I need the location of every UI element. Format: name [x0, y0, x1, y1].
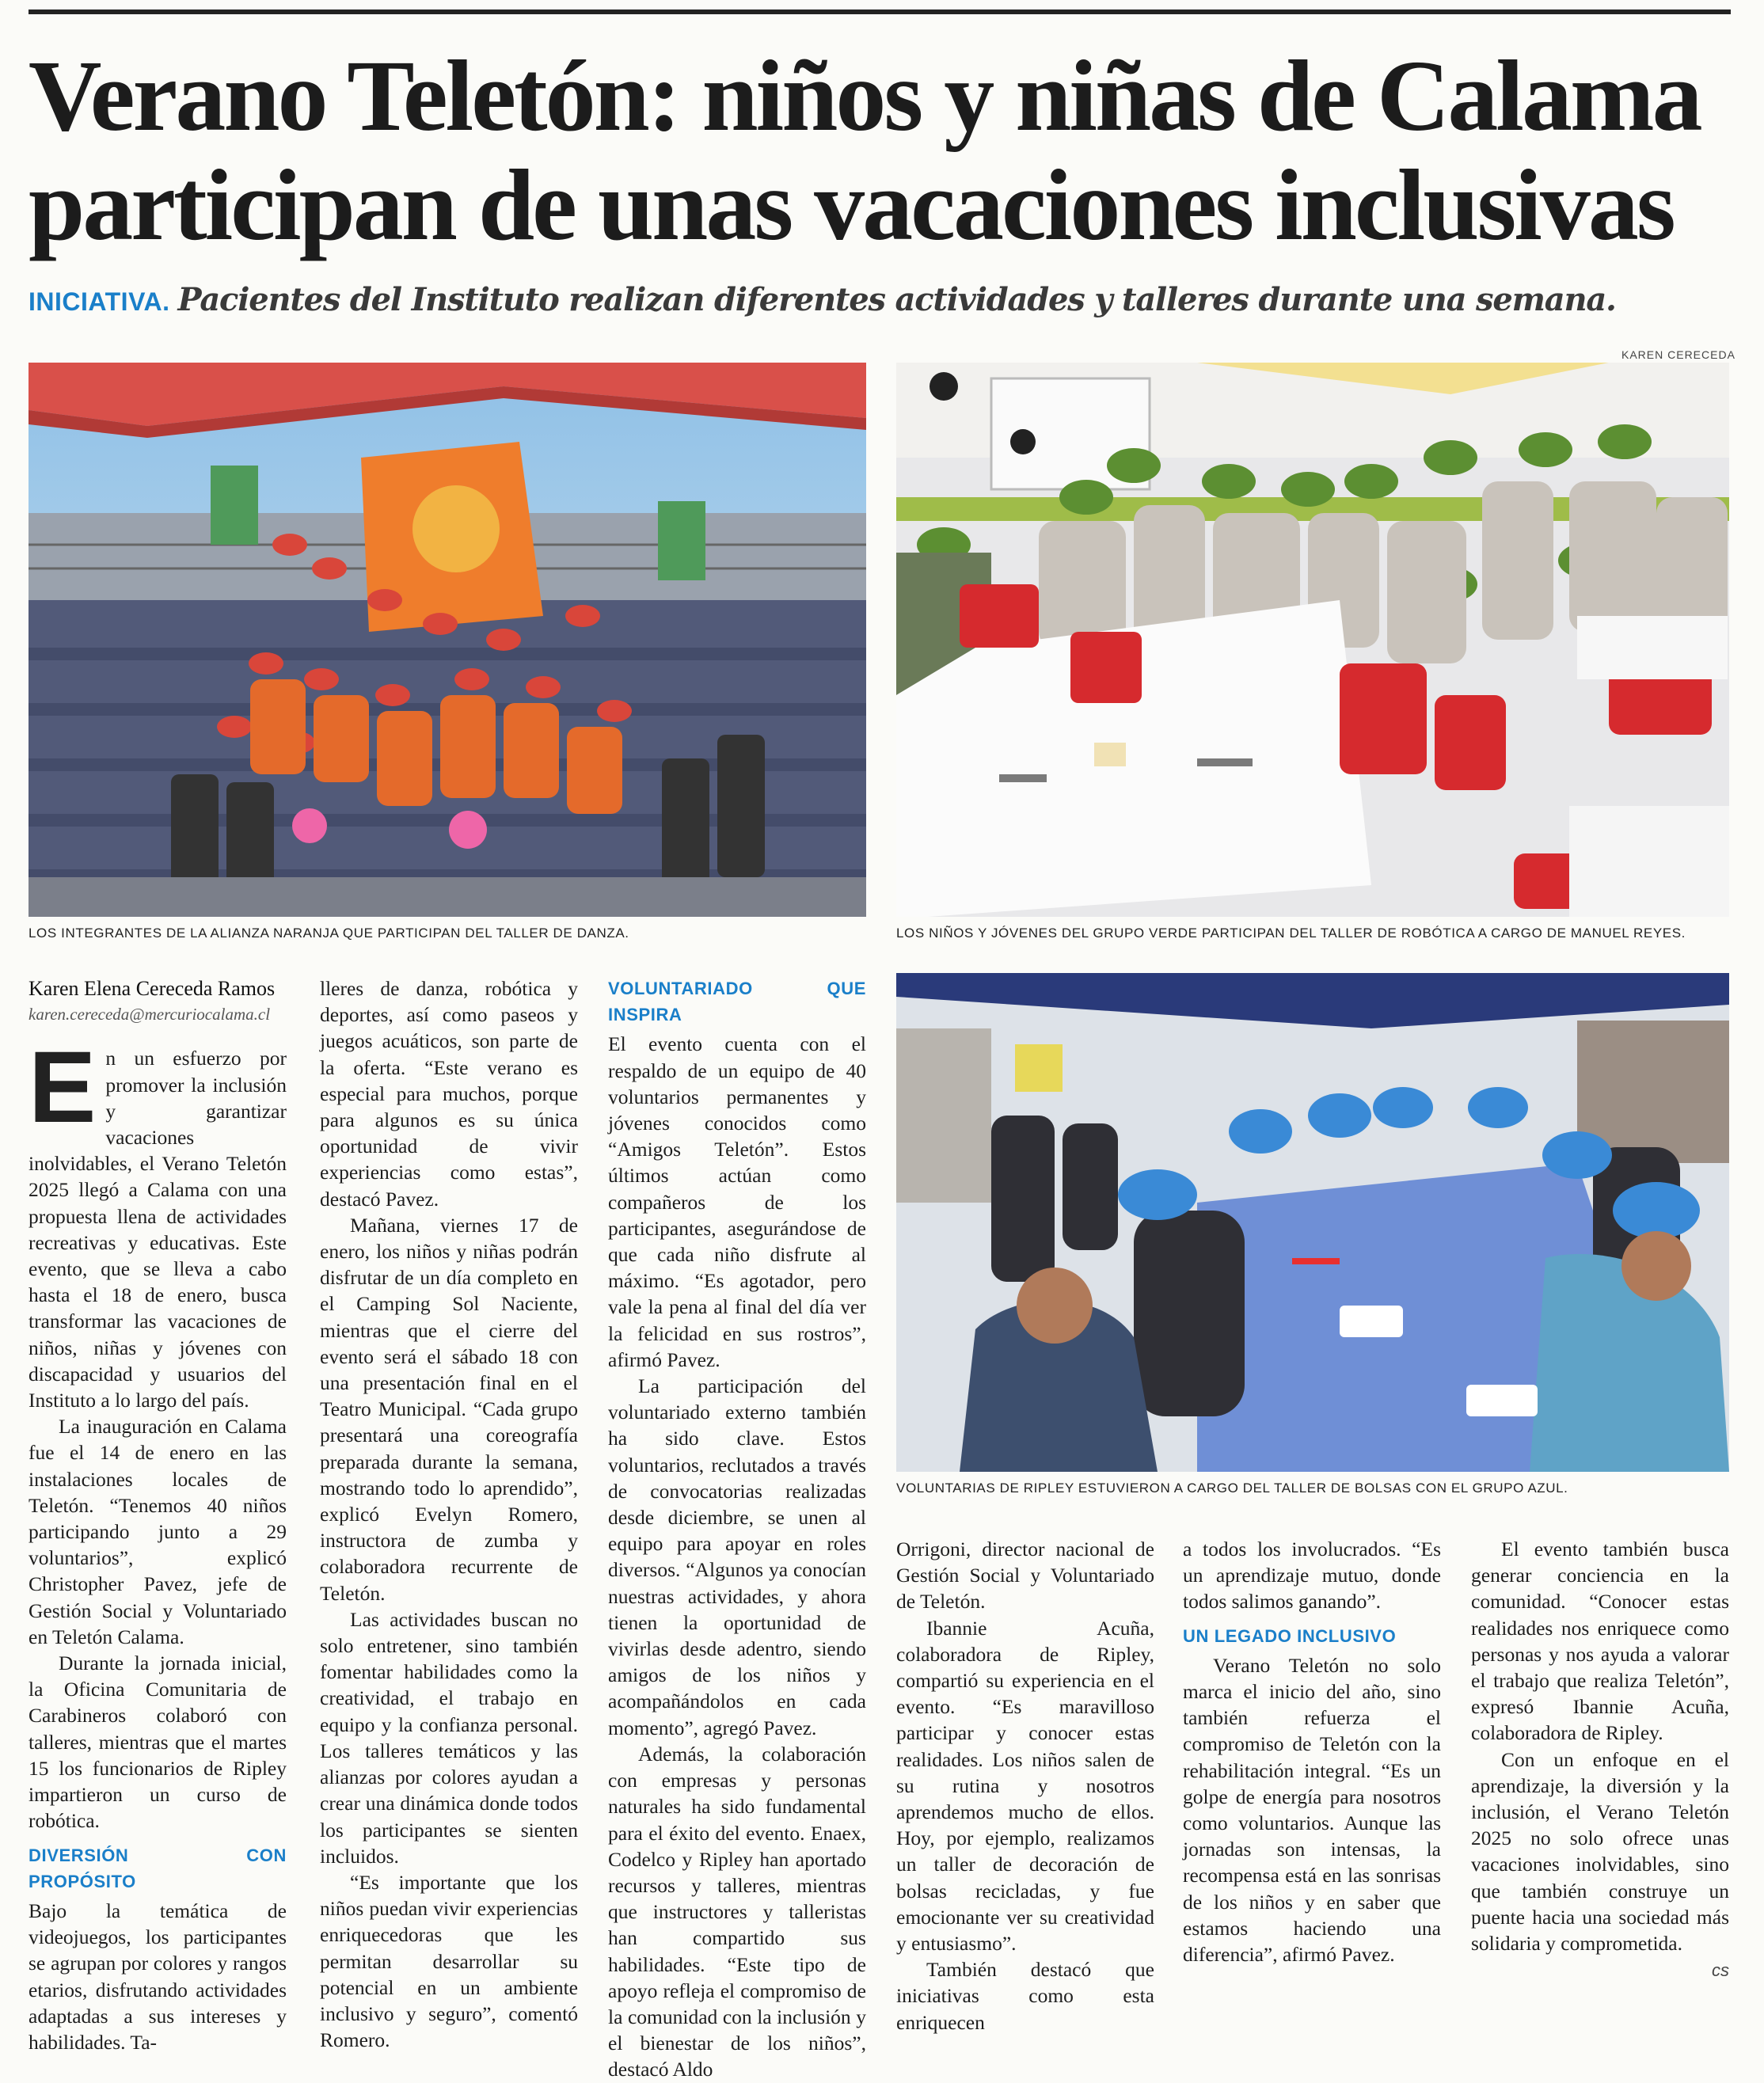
paragraph: lleres de danza, robótica y deportes, así como paseos y juegos acuáticos, son parte de la oferta. “Este verano es especial para muchos, porque para algunos es su única oportunidad de vivir experiencias como estas”, destacó Pavez.: [320, 977, 578, 1211]
subhead-text: Pacientes del Instituto realizan diferentes actividades y talleres durante una semana.: [177, 281, 1616, 318]
photo-dance-group-image: [29, 363, 866, 917]
photo-bag-workshop-image: [896, 973, 1729, 1472]
paragraph: Con un enfoque en el aprendizaje, la diversión y la inclusión, el Verano Teletón 2025 no solo ofrece unas vacaciones inolvidables, sino que también construye un puente hacia una sociedad más solidaria y comprometida.: [1471, 1747, 1729, 1956]
paragraph: También destacó que iniciativas como esta enriquecen: [896, 1958, 1154, 2034]
drop-cap: E: [29, 1031, 97, 1145]
intro-paragraph: [29, 1031, 287, 1413]
article-column-5: [1183, 1536, 1441, 1967]
section-heading-diversion: DIVERSIÓN CON PROPÓSITO: [29, 1845, 287, 1891]
paragraph: a todos los involucrados. “Es un aprendizaje mutuo, donde todos salimos ganando”.: [1183, 1538, 1441, 1614]
paragraph: “Es importante que los niños puedan vivir experiencias enriquecedoras que les permitan desarrollar su potencial en un ambiente inclusivo y seguro”, comentó Romero.: [320, 1870, 578, 2052]
paragraph: La inauguración en Calama fue el 14 de enero en las instalaciones locales de Teletón. “Tenemos 40 niños participando junto a 29 voluntarios”, explicó Christopher Pavez, jefe de Gestión Social y Voluntariado en Teletón Calama.: [29, 1415, 287, 1648]
headline: [29, 41, 1739, 260]
article-column-2: [320, 975, 578, 2052]
article-column-4: [896, 1536, 1154, 2034]
section-heading-voluntariado: VOLUNTARIADO QUE INSPIRA: [608, 979, 866, 1025]
end-mark: cs: [1712, 1960, 1729, 1981]
photo-credit: KAREN CERECEDA: [1621, 348, 1735, 361]
paragraph: Bajo la temática de videojuegos, los participantes se agrupan por colores y rangos etarios, disfrutando actividades adaptadas a sus intereses y habilidades. Ta-: [29, 1899, 287, 2054]
paragraph: Además, la colaboración con empresas y personas naturales ha sido fundamental para el éxito del evento. Enaex, Codelco y Ripley han aportado recursos y talleres, mientras que instructores y talleristas han compartido sus habilidades. “Este tipo de apoyo refleja el compromiso de la comunidad con la inclusión y el bienestar de los niños”, destacó Aldo: [608, 1742, 866, 2081]
paragraph: Las actividades buscan no solo entretener, sino también fomentar habilidades como la creatividad, el trabajo en equipo y la confianza personal. Los talleres temáticos y las alianzas por colores ayudan a crear una dinámica donde todos los participantes se sienten incluidos.: [320, 1607, 578, 1868]
paragraph: El evento cuenta con el respaldo de un equipo de 40 voluntarios permanentes y jóvenes conocidos como “Amigos Teletón”. Estos últimos actúan como compañeros de los participantes, asegurándose de que cada niño disfrute al máximo. “Es agotador, pero vale la pena al final del día ver la felicidad en sus rostros”, afirmó Pavez.: [608, 1032, 866, 1371]
headline-line-1: Verano Teletón: niños y niñas de Calama: [29, 40, 1701, 152]
paragraph: El evento también busca generar conciencia en la comunidad. “Conocer estas realidades nos enriquece como personas y nos ayuda a valorar el trabajo que realiza Teletón”, expresó Ibannie Acuña, colaboradora de Ripley.: [1471, 1538, 1729, 1745]
byline-author: Karen Elena Cereceda Ramos: [29, 977, 276, 1000]
photo-dance-group: [29, 363, 866, 917]
caption-photo-3: VOLUNTARIAS DE RIPLEY ESTUVIERON A CARGO DEL TALLER DE BOLSAS CON EL GRUPO AZUL.: [896, 1481, 1568, 1496]
headline-line-2: participan de unas vacaciones inclusivas: [29, 149, 1674, 261]
subheading: [29, 281, 1739, 318]
paragraph: Durante la jornada inicial, la Oficina Comunitaria de Carabineros colaboró con talleres, mientras que el martes 15 los funcionarios de Ripley impartieron un curso de robótica.: [29, 1652, 287, 1833]
paragraph: Orrigoni, director nacional de Gestión Social y Voluntariado de Teletón.: [896, 1538, 1154, 1614]
caption-photo-2: LOS NIÑOS Y JÓVENES DEL GRUPO VERDE PARTICIPAN DEL TALLER DE ROBÓTICA A CARGO DE MANUEL REYES.: [896, 926, 1686, 941]
section-heading-legado: UN LEGADO INCLUSIVO: [1183, 1625, 1397, 1646]
paragraph: La participación del voluntariado externo también ha sido clave. Estos voluntarios, reclutados a través de convocatorias realizadas desde diciembre, se unen al equipo para apoyar en roles diversos. “Algunos ya conocían nuestras actividades, y ahora tienen la oportunidad de vivirlas desde adentro, siendo amigos de los niños y acompañándolos en cada momento”, agregó Pavez.: [608, 1374, 866, 1739]
caption-photo-1: LOS INTEGRANTES DE LA ALIANZA NARANJA QUE PARTICIPAN DEL TALLER DE DANZA.: [29, 926, 629, 941]
photo-robotics-group: [896, 363, 1729, 917]
paragraph: Mañana, viernes 17 de enero, los niños y niñas podrán disfrutar de un día completo en el Camping Sol Naciente, mientras que el cierre del evento será el sábado 18 con una presentación final en el Teatro Municipal. “Cada grupo presentará una coreografía preparada durante la semana, mostrando todo lo aprendido”, explicó Evelyn Romero, instructora de zumba y colaboradora recurrente de Teletón.: [320, 1213, 578, 1605]
photo-robotics-group-image: [896, 363, 1729, 917]
byline-email: karen.cereceda@mercuriocalama.cl: [29, 1005, 271, 1024]
intro-text: n un esfuerzo por promover la inclusión y garantizar vacaciones inolvidables, el Verano Teletón 2025 llegó a Calama con una propuesta llena de actividades recreativas y educativas. Este evento, que se lleva a cabo hasta el 18 de enero, busca transformar las vacaciones de niños, niñas y jóvenes con discapacidad y usuarios del Instituto a lo largo del país.: [29, 1047, 287, 1412]
article-column-1: [29, 975, 287, 2054]
kicker-label: INICIATIVA.: [29, 287, 170, 316]
article-column-3: [608, 975, 866, 2081]
photo-bag-workshop: [896, 973, 1729, 1472]
paragraph: Verano Teletón no solo marca el inicio del año, sino también refuerza el compromiso de Teletón con la rehabilitación integral. “Es un golpe de energía para nosotros como voluntarios. Aunque las jornadas son intensas, la recompensa está en las sonrisas de los niños y en saber que estamos haciendo una diferencia”, afirmó Pavez.: [1183, 1653, 1441, 1967]
top-rule: [29, 10, 1731, 14]
article-column-6: [1471, 1536, 1729, 1981]
paragraph: Ibannie Acuña, colaboradora de Ripley, compartió su experiencia en el evento. “Es maravilloso participar y conocer estas realidades. Los niños salen de su rutina y nosotros aprendemos mucho de ellos. Hoy, por ejemplo, realizamos un taller de decoración de bolsas recicladas, y fue emocionante ver su creatividad y entusiasmo”.: [896, 1616, 1154, 1956]
